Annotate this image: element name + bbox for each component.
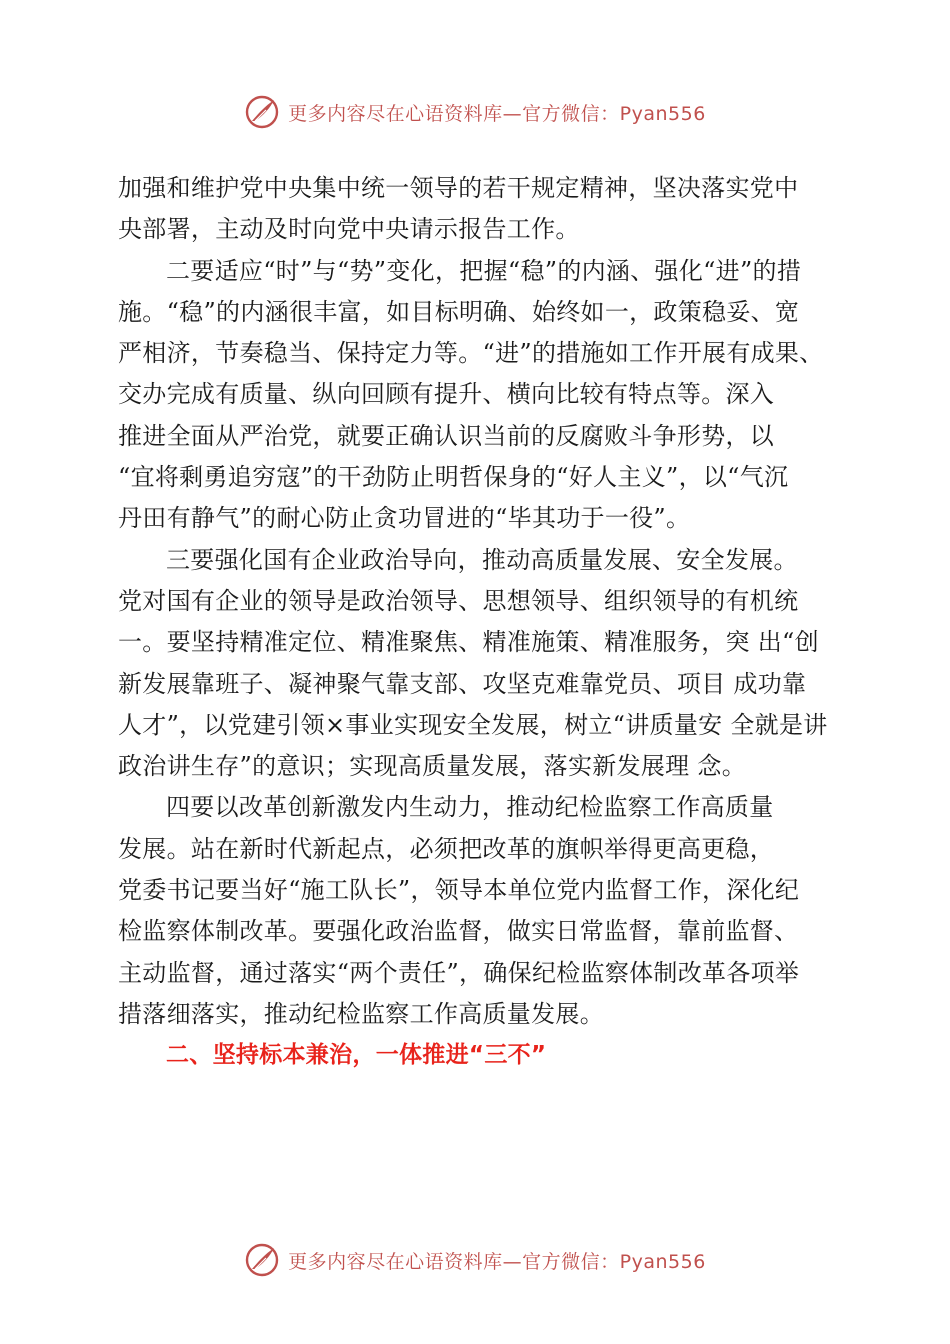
text-line: 发展。站在新时代新起点，必须把改革的旗帜举得更高更稳， [118,834,775,863]
text-line: 人才”，以党建引领×事业实现安全发展，树立“讲质量安 全就是讲 [118,710,828,739]
text-line: 主动监督，通过落实“两个责任”，确保纪检监察体制改革各项举 [118,958,800,987]
document-body [118,168,858,1077]
header-banner [0,92,950,132]
paragraph-start-line: 三要强化国有企业政治导向，推动高质量发展、安全发展。 [166,545,798,574]
text-line: 加强和维护党中央集中统一领导的若干规定精神，坚决落实党中 [118,174,799,202]
text-line: 一。要坚持精准定位、精准聚焦、精准施策、精准服务，突 出“创 [118,628,819,657]
banner-text: 更多内容尽在心语资料库—官方微信：Pyan556 [288,102,706,125]
text-line: 党对国有企业的领导是政治领导、思想领导、组织领导的有机统 [118,586,799,615]
text-line: 推进全面从严治党，就要正确认识当前的反腐败斗争形势，以 [118,421,775,450]
paragraph-start-line: 二要适应“时”与“势”变化，把握“稳”的内涵、强化“进”的措 [166,256,802,285]
section-heading: 二、坚持标本兼治，一体推进“三不” [166,1042,547,1069]
text-line: 措落细落实，推动纪检监察工作高质量发展。 [118,999,604,1028]
text-line: “宜将剩勇追穷寇”的干劲防止明哲保身的“好人主义”，以“气沉 [118,463,789,492]
text-line: 严相济，节奏稳当、保持定力等。“进”的措施如工作开展有成果、 [118,339,824,368]
footer-banner [0,1240,950,1280]
text-line: 央部署，主动及时向党中央请示报告工作。 [118,215,580,244]
paragraph-start-line: 四要以改革创新激发内生动力，推动纪检监察工作高质量 [166,793,774,822]
text-line: 检监察体制改革。要强化政治监督，做实日常监督，靠前监督、 [118,917,799,946]
quill-logo-icon [244,1242,280,1278]
text-line: 丹田有静气”的耐心防止贪功冒进的“毕其功于一役”。 [118,504,691,533]
text-line: 交办完成有质量、纵向回顾有提升、横向比较有特点等。深入 [118,380,775,409]
text-line: 新发展靠班子、凝神聚气靠支部、攻坚克难靠党员、项目 成功靠 [118,669,807,698]
text-line: 党委书记要当好“施工队长”，领导本单位党内监督工作，深化纪 [118,876,800,905]
quill-logo-icon [244,94,280,130]
text-line: 施。“稳”的内涵很丰富，如目标明确、始终如一，政策稳妥、宽 [118,297,800,326]
banner-text: 更多内容尽在心语资料库—官方微信：Pyan556 [288,1250,706,1273]
text-line: 政治讲生存”的意识；实现高质量发展，落实新发展理 念。 [118,752,746,781]
